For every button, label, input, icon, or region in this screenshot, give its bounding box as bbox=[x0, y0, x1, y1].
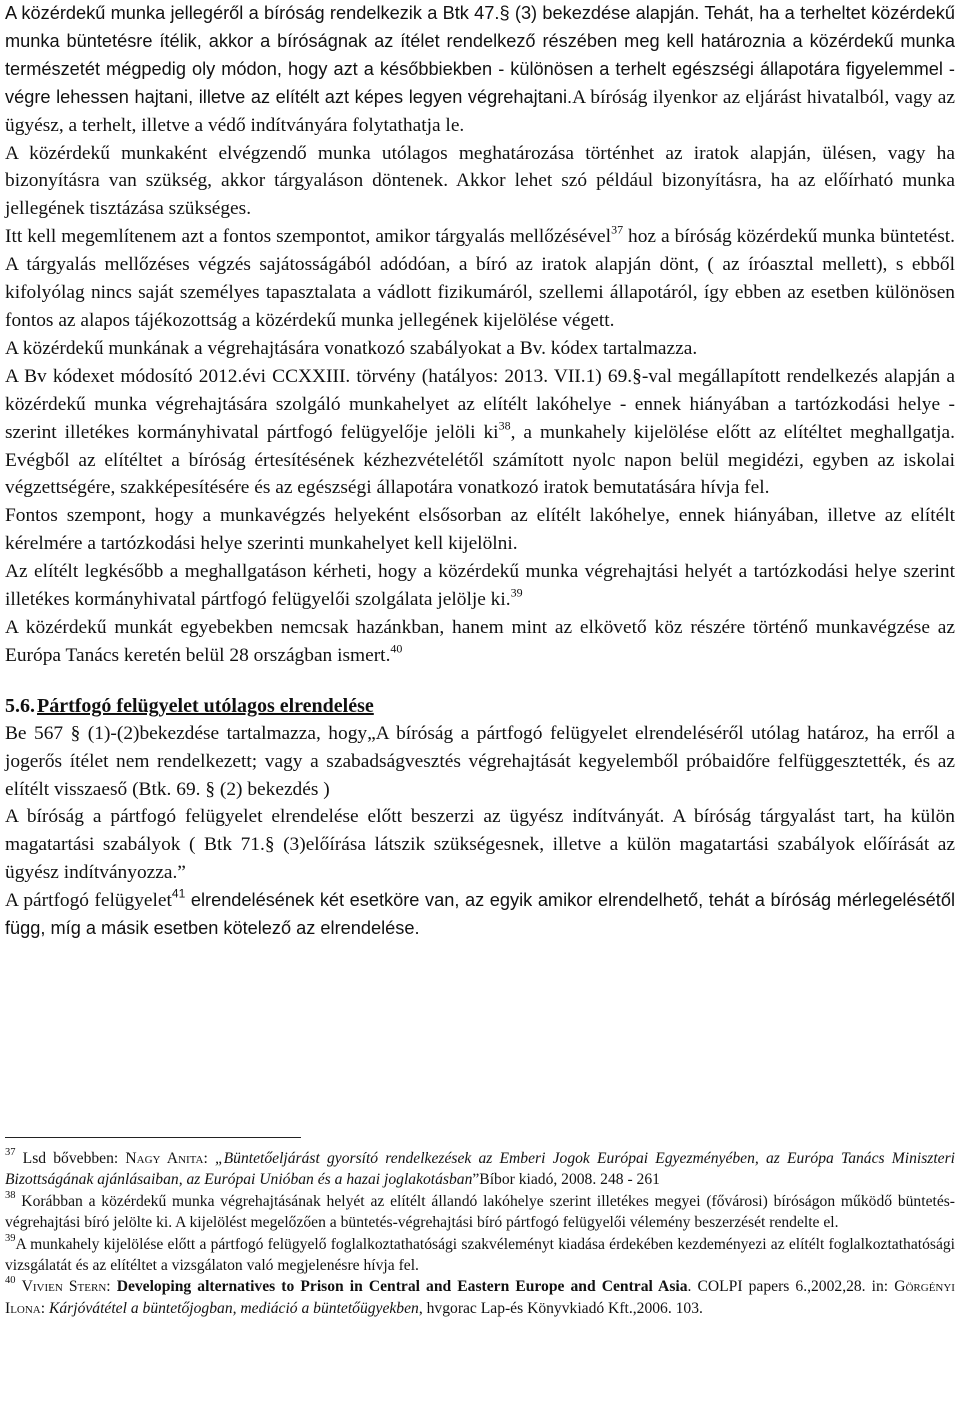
footnote-title: „Büntetőeljárást gyorsító rendelkezések az Emberi Jogok Európai Egyezményében, az Európa Tanács Miniszteri Bizottságának ajánlásaiban, az Európai Unióban és a hazai joglakotásban bbox=[5, 1150, 956, 1189]
paragraph-1 bbox=[5, 0, 955, 140]
paragraph-1-text-a: A közérdekű munka jellegéről a bíróság rendelkezik a Btk 47. bbox=[5, 3, 500, 23]
section-symbol: § bbox=[632, 365, 642, 387]
paragraph-5-text-c: , a munkahely kijelölése előtt az elítéltet meghallgatja. Evégből az elítéltet a bíróság értesítésének kézhezvételétől számított nyolc napon belül megidézi, egyben az iskolai végzettségére, szakképesítésére és az egészségi állapotára vonatkozó iratok bemutatására hívja fel. bbox=[5, 421, 956, 499]
footnote-37 bbox=[5, 1148, 955, 1191]
footnote-text: : bbox=[203, 1150, 215, 1167]
document-page bbox=[5, 0, 955, 943]
paragraph-9-text-c: (2) bekezdés ) bbox=[215, 778, 330, 800]
section-title: Pártfogó felügyelet utólagos elrendelése bbox=[37, 694, 374, 717]
footnotes-section bbox=[5, 1137, 955, 1319]
footnote-text: : bbox=[106, 1278, 117, 1296]
paragraph-4: A közérdekű munkának a végrehajtására vonatkozó szabályokat a Bv. kódex tartalmazza. bbox=[5, 337, 698, 359]
footnote-text: ”Bíbor kiadó, 2008. 248 - 261 bbox=[472, 1171, 660, 1189]
section-symbol: § bbox=[70, 722, 81, 744]
footnote-number: 40 bbox=[5, 1275, 16, 1287]
section-heading bbox=[5, 692, 955, 720]
paragraph-9 bbox=[5, 720, 955, 804]
paragraph-10-text-b: (3)előírása látszik szükségesnek, illetve a külön magatartási szabályok előírását az ügyész indítványozza.” bbox=[5, 834, 955, 884]
paragraph-2: A közérdekű munkaként elvégzendő munka utólagos meghatározása történhet az iratok alapján, ülésen, vagy ha bizonyításra van szükség, akkor tárgyaláson döntenek. Akkor lehet szó például bizonyításra, ha az előírható munka jellegének tisztázása szükséges. bbox=[5, 142, 955, 220]
paragraph-7-text: Az elítélt legkésőbb a meghallgatáson kérheti, hogy a közérdekű munka végrehajtási helyét a tartózkodási helye szerint illetékes kormányhivatal pártfogó felügyelői szolgálata jelölje ki. bbox=[5, 561, 955, 611]
paragraph-11-text-b: elrendelésének két esetköre van, az egyik amikor elrendelhető, tehát a bíróság mérlegelésétől függ, míg a másik esetben kötelező az elrendelése. bbox=[5, 890, 956, 939]
paragraph-10 bbox=[5, 803, 955, 887]
footnote-author: Görgényi Ilona bbox=[5, 1278, 955, 1317]
footnote-ref-39[interactable]: 39 bbox=[510, 585, 523, 600]
paragraph-3-text-b: hoz a bíróság közérdekű munka büntetést. A tárgyalás mellőzéses végzés sajátosságából adódóan, a bíró az iratok alapján dönt, ( az íróasztal mellett), s ebből kifolyólag nincs saját személyes tapasztalata a vádlott fizikumáról, szellemi állapotáról, így ebben az esetben különösen fontos az alapos tájékozottság a közérdekű munka jellegének kijelölése végett. bbox=[5, 226, 956, 331]
footnote-separator bbox=[5, 1137, 301, 1138]
section-symbol: § bbox=[205, 778, 216, 800]
footnote-bold-title: Developing alternatives to Prison in Central and Eastern Europe and Central Asia bbox=[116, 1278, 688, 1296]
paragraph-8-text: A közérdekű munkát egyebekben nemcsak hazánkban, hanem mint az elkövető köz részére történő munkavégzése az Európa Tanács keretén belül 28 országban ismert. bbox=[5, 616, 955, 666]
paragraph-5-text-a: A Bv kódexet módosító 2012.évi CCXXIII. törvény (hatályos: 2013. VII.1) 69. bbox=[5, 365, 633, 387]
paragraph-9-text-a: Be 567 bbox=[5, 722, 71, 744]
paragraph-7 bbox=[5, 558, 955, 614]
footnote-number: 37 bbox=[5, 1147, 16, 1159]
footnote-text: , hvgorac Lap-és Könyvkiadó Kft.,2006. 103. bbox=[418, 1299, 703, 1317]
paragraph-5 bbox=[5, 363, 955, 503]
paragraph-1-text-c: A bíróság ilyenkor az eljárást hivatalból, vagy az ügyész, a terhelt, illetve a védő indítványára folytathatja le. bbox=[5, 86, 955, 136]
footnote-text: . COLPI papers 6.,2002,28. in: bbox=[687, 1278, 895, 1296]
footnote-title: Kárjóvátétel a büntetőjogban, mediáció a büntetőügyekben bbox=[48, 1299, 419, 1317]
footnote-text: : bbox=[40, 1299, 49, 1317]
paragraph-10-text-a: A bíróság a pártfogó felügyelet elrendelése előtt beszerzi az ügyész indítványát. A bíróság tárgyalást tart, ha külön magatartási szabályok ( Btk 71. bbox=[5, 806, 955, 856]
footnote-number: 38 bbox=[5, 1189, 16, 1201]
footnote-text: Lsd bővebben: bbox=[15, 1150, 126, 1167]
paragraph-11 bbox=[5, 887, 955, 943]
footnote-text: A munkahely kijelölése előtt a pártfogó felügyelő foglalkoztathatósági szakvéleményt kiadása érdekében kezdeményezi az elítélt foglalkoztathatósági vizsgálatát és az elítéltet a vizsgálaton való megjelenésre hívja fel. bbox=[5, 1235, 955, 1275]
section-symbol: § bbox=[499, 3, 510, 23]
section-number: 5.6. bbox=[5, 694, 35, 717]
footnote-ref-40[interactable]: 40 bbox=[390, 641, 403, 656]
section-symbol: § bbox=[264, 834, 275, 856]
footnote-author: Vivien Stern bbox=[21, 1278, 107, 1296]
footnote-38 bbox=[5, 1191, 955, 1234]
paragraph-5-text-b: -val megállapított rendelkezés alapján a közérdekű munka végrehajtására szolgáló munkahelyet az elítélt lakóhelye - ennek hiányában a tartózkodási helye - szerint illetékes kormányhivatal pártfogó felügyelője jelöli ki bbox=[5, 365, 955, 443]
paragraph-3 bbox=[5, 223, 955, 335]
paragraph-1-text-b: (3) bekezdése alapján. Tehát, ha a terheltet közérdekű munka büntetésre ítélik, akkor a bíróságnak az ítélet rendelkező részében meg kell határoznia a közérdekű munka természetét mégpedig oly módon, hogy azt a későbbiekben - különösen a terhelt egészségi állapotára figyelemmel - végre lehessen hajtani, illetve az elítélt azt képes legyen végrehajtani. bbox=[5, 3, 955, 107]
footnote-text: Korábban a közérdekű munka végrehajtásának helyét az elítélt állandó lakóhelye szerint illetékes megyei (fővárosi) bíróságon működő büntetés-végrehajtási bíró jelölte ki. A kijelölést megelőzően a büntetés-végrehajtási bíró pártfogó felügyelői vélemény beszerzését rendelte el. bbox=[5, 1192, 955, 1232]
footnote-ref-37[interactable]: 37 bbox=[611, 222, 624, 237]
footnote-40 bbox=[5, 1276, 955, 1319]
paragraph-8 bbox=[5, 614, 955, 670]
paragraph-9-text-b: (1)-(2)bekezdése tartalmazza, hogy„A bíróság a pártfogó felügyelet elrendeléséről utólag határoz, ha erről a jogerős ítélet nem rendelkezett; vagy a szabadságvesztés végrehajtását kegyelemből próbaidőre felfüggesztették, és az elítélt visszaeső (Btk. 69. bbox=[5, 722, 955, 800]
paragraph-6: Fontos szempont, hogy a munkavégzés helyeként elsősorban az elítélt lakóhelye, ennek hiányában, illetve az elítélt kérelmére a tartózkodási helye szerinti munkahelyet kell kijelölni. bbox=[5, 505, 955, 555]
footnote-ref-38[interactable]: 38 bbox=[498, 418, 511, 433]
paragraph-3-text-a: Itt kell megemlítenem azt a fontos szempontot, amikor tárgyalás mellőzésével bbox=[5, 226, 612, 248]
footnote-ref-41[interactable]: 41 bbox=[171, 886, 186, 901]
paragraph-11-text-a: A pártfogó felügyelet bbox=[5, 890, 172, 912]
footnote-author: Nagy Anita bbox=[125, 1150, 204, 1167]
footnote-39 bbox=[5, 1234, 955, 1277]
footnote-number: 39 bbox=[5, 1232, 16, 1244]
